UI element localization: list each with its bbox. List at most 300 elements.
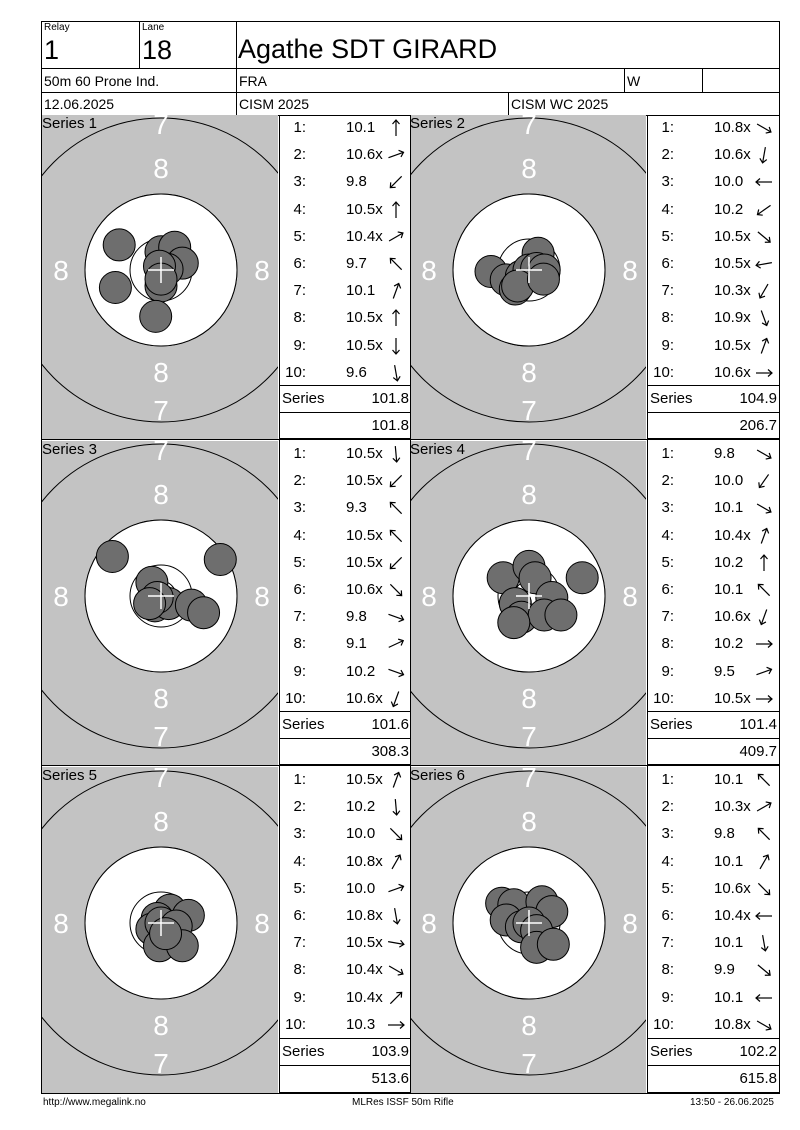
ring-number: 7 (521, 767, 537, 793)
target-6 (410, 767, 646, 1093)
direction-arrow-icon (386, 118, 406, 138)
shot-number: 8: (293, 309, 306, 327)
shot-hole (103, 229, 135, 261)
ring-number: 8 (521, 357, 537, 388)
direction-arrow-icon (754, 227, 774, 247)
shot-row (280, 333, 410, 359)
shot-score: 9.1 (346, 635, 367, 653)
direction-arrow-icon (754, 797, 774, 817)
shot-row (280, 849, 410, 875)
ring-number: 8 (153, 806, 169, 837)
shot-score: 10.1 (714, 988, 744, 1006)
shot-score: 10.2 (714, 635, 744, 653)
ring-number: 8 (153, 479, 169, 510)
cumulative-total: 101.8 (371, 417, 409, 434)
direction-arrow-icon (754, 1015, 774, 1035)
shot-score: 10.2 (714, 200, 744, 218)
shot-score: 10.5x (346, 309, 383, 327)
ring-number: 7 (153, 767, 169, 793)
shot-number: 3: (661, 173, 674, 191)
target-4 (410, 441, 646, 765)
direction-arrow-icon (386, 988, 406, 1008)
shot-row (648, 251, 778, 277)
shot-score: 10.5x (346, 336, 383, 354)
direction-arrow-icon (386, 145, 406, 165)
shot-number: 10: (653, 1015, 674, 1033)
shot-number: 2: (661, 146, 674, 164)
shot-row (648, 278, 778, 304)
shot-number: 7: (661, 608, 674, 626)
direction-arrow-icon (754, 281, 774, 301)
shot-row (648, 360, 778, 386)
shot-score: 10.9x (714, 309, 751, 327)
shot-row (648, 305, 778, 331)
shot-number: 10: (653, 363, 674, 381)
shot-number: 4: (661, 526, 674, 544)
shot-score: 9.8 (714, 825, 735, 843)
target-3 (42, 441, 278, 765)
shot-score: 10.5x (714, 255, 751, 272)
shot-number: 2: (293, 798, 306, 816)
direction-arrow-icon (386, 471, 406, 491)
shot-score: 10.3x (714, 282, 751, 300)
shot-score: 10.5x (346, 553, 383, 571)
shot-number: 9: (293, 662, 306, 680)
direction-arrow-icon (754, 200, 774, 220)
gender: W (627, 73, 641, 89)
right-border (779, 115, 780, 1093)
shot-number: 3: (661, 499, 674, 517)
championship: CISM WC 2025 (511, 96, 609, 112)
shot-hole (537, 928, 569, 960)
shot-number: 7: (293, 282, 306, 300)
shot-score: 10.5x (714, 336, 751, 354)
shot-number: 6: (661, 581, 674, 598)
ring-number: 7 (153, 115, 169, 140)
shot-row (280, 169, 410, 195)
shot-score: 10.5x (346, 472, 383, 490)
shot-number: 2: (661, 798, 674, 816)
direction-arrow-icon (386, 254, 406, 274)
shot-row (648, 957, 778, 983)
direction-arrow-icon (386, 770, 406, 790)
shot-score: 10.4x (346, 988, 383, 1006)
series-total: 104.9 (739, 390, 777, 407)
direction-arrow-icon (754, 254, 774, 274)
direction-arrow-icon (386, 444, 406, 464)
shot-number: 5: (661, 879, 674, 897)
ring-number: 7 (153, 395, 169, 426)
shot-row (648, 604, 778, 630)
direction-arrow-icon (754, 906, 774, 926)
cumulative-total: 615.8 (739, 1070, 777, 1087)
direction-arrow-icon (386, 227, 406, 247)
shot-score: 10.2 (346, 798, 376, 816)
shot-score: 9.8 (714, 445, 735, 462)
shot-score: 10.6x (714, 879, 751, 897)
shot-number: 4: (293, 200, 306, 218)
ring-number: 8 (421, 581, 437, 612)
shot-row (648, 876, 778, 902)
shot-list-6 (648, 767, 780, 1037)
shot-number: 3: (661, 825, 674, 843)
shot-number: 3: (293, 825, 306, 843)
shot-row (280, 686, 410, 712)
shot-score: 10.6x (714, 608, 751, 626)
shot-row (280, 278, 410, 304)
ring-number: 8 (153, 357, 169, 388)
direction-arrow-icon (754, 145, 774, 165)
shot-hole (188, 597, 220, 629)
shot-score: 10.1 (714, 771, 744, 788)
shot-number: 1: (293, 119, 306, 136)
shot-score: 10.8x (714, 119, 751, 136)
shot-score: 10.1 (714, 934, 744, 952)
shot-number: 1: (293, 445, 306, 462)
shot-number: 9: (661, 988, 674, 1006)
direction-arrow-icon (754, 933, 774, 953)
direction-arrow-icon (754, 308, 774, 328)
ring-number: 7 (153, 721, 169, 752)
direction-arrow-icon (386, 662, 406, 682)
shot-row (280, 985, 410, 1011)
shot-score: 10.5x (346, 445, 383, 462)
shot-row (280, 251, 410, 277)
shot-row (280, 550, 410, 576)
shot-number: 9: (293, 988, 306, 1006)
shot-list-5 (280, 767, 410, 1037)
shot-score: 10.6x (346, 689, 383, 707)
shot-number: 3: (293, 499, 306, 517)
shot-row (648, 441, 778, 467)
shot-list-1 (280, 115, 410, 385)
direction-arrow-icon (754, 879, 774, 899)
shot-row (280, 441, 410, 467)
direction-arrow-icon (754, 526, 774, 546)
shot-row (280, 903, 410, 929)
shot-row (648, 794, 778, 820)
shot-score: 10.1 (714, 581, 744, 598)
series-total-label: Series (282, 1043, 325, 1060)
shot-number: 9: (661, 336, 674, 354)
direction-arrow-icon (754, 634, 774, 654)
left-border (41, 115, 42, 1093)
direction-arrow-icon (386, 634, 406, 654)
shot-hole (99, 271, 131, 303)
shot-row (280, 659, 410, 685)
direction-arrow-icon (386, 526, 406, 546)
shot-score: 10.1 (346, 119, 376, 136)
shot-number: 5: (661, 553, 674, 571)
relay-value: 1 (44, 35, 60, 65)
ring-number: 7 (521, 441, 537, 466)
ring-number: 8 (254, 581, 270, 612)
shot-row (648, 849, 778, 875)
ring-number: 8 (521, 806, 537, 837)
shot-row (648, 550, 778, 576)
shot-row (648, 985, 778, 1011)
shot-row (648, 577, 778, 603)
ring-number: 8 (53, 908, 69, 939)
ring-number: 8 (53, 581, 69, 612)
cumulative-total: 409.7 (739, 743, 777, 760)
shot-row (648, 224, 778, 250)
shot-row (648, 115, 778, 141)
shot-row (648, 495, 778, 521)
shot-hole (566, 562, 598, 594)
series-total-label: Series (282, 390, 325, 407)
ring-number: 7 (153, 441, 169, 466)
direction-arrow-icon (754, 444, 774, 464)
shot-row (280, 115, 410, 141)
series-total: 103.9 (371, 1043, 409, 1060)
shot-row (280, 495, 410, 521)
shot-score: 10.8x (346, 852, 383, 870)
shot-score: 10.1 (714, 499, 744, 517)
ring-number: 7 (521, 721, 537, 752)
ring-number: 8 (153, 153, 169, 184)
shot-number: 1: (293, 771, 306, 788)
shot-number: 10: (285, 363, 306, 381)
series-total-label: Series (650, 1043, 693, 1060)
shot-score: 10.6x (346, 146, 383, 164)
shot-row (280, 305, 410, 331)
shot-number: 7: (293, 934, 306, 952)
shot-hole (545, 599, 577, 631)
shot-score: 9.9 (714, 961, 735, 979)
ring-number: 8 (521, 479, 537, 510)
shot-hole (140, 300, 172, 332)
direction-arrow-icon (754, 770, 774, 790)
relay-label: Relay (44, 22, 70, 33)
direction-arrow-icon (386, 363, 406, 383)
direction-arrow-icon (386, 308, 406, 328)
nation: FRA (239, 73, 267, 89)
shot-number: 10: (285, 1015, 306, 1033)
shot-number: 1: (661, 445, 674, 462)
direction-arrow-icon (386, 824, 406, 844)
lane-value: 18 (142, 35, 173, 65)
direction-arrow-icon (754, 689, 774, 709)
footer-url: http://www.megalink.no (43, 1097, 146, 1108)
ring-number: 7 (521, 1048, 537, 1079)
ring-number: 8 (521, 153, 537, 184)
shot-row (280, 767, 410, 793)
ring-number: 8 (254, 908, 270, 939)
direction-arrow-icon (754, 363, 774, 383)
shot-number: 10: (653, 689, 674, 707)
target-5 (42, 767, 278, 1093)
shot-row (280, 821, 410, 847)
shot-row (280, 631, 410, 657)
footer-system: MLRes ISSF 50m Rifle (352, 1097, 454, 1108)
shot-hole (96, 540, 128, 572)
shot-score: 10.2 (714, 553, 744, 571)
shot-score: 10.5x (346, 200, 383, 218)
shot-row (280, 523, 410, 549)
direction-arrow-icon (386, 553, 406, 573)
shot-score: 10.6x (714, 363, 751, 381)
shot-score: 10.4x (346, 227, 383, 245)
shot-number: 1: (661, 119, 674, 136)
series-label: Series 6 (410, 767, 466, 784)
shot-score: 10.8x (714, 1015, 751, 1033)
shot-number: 7: (661, 282, 674, 300)
direction-arrow-icon (754, 336, 774, 356)
direction-arrow-icon (754, 960, 774, 980)
shot-row (648, 468, 778, 494)
competition: CISM 2025 (239, 96, 310, 112)
shot-score: 10.3x (714, 798, 751, 816)
target-2 (410, 115, 646, 439)
shot-score: 9.8 (346, 608, 367, 626)
shot-number: 7: (293, 608, 306, 626)
shot-row (648, 659, 778, 685)
shot-score: 10.0 (714, 173, 744, 191)
ring-number: 7 (521, 115, 537, 140)
shot-row (280, 930, 410, 956)
shot-number: 4: (293, 526, 306, 544)
direction-arrow-icon (386, 689, 406, 709)
shot-score: 9.6 (346, 363, 367, 381)
shot-number: 8: (293, 635, 306, 653)
shot-number: 6: (293, 581, 306, 598)
shot-number: 2: (293, 472, 306, 490)
shot-list-3 (280, 441, 410, 711)
shot-score: 10.1 (714, 852, 744, 870)
shot-row (648, 686, 778, 712)
direction-arrow-icon (386, 172, 406, 192)
event-name: 50m 60 Prone Ind. (44, 73, 160, 89)
shot-score: 9.8 (346, 173, 367, 191)
shot-number: 9: (661, 662, 674, 680)
shot-number: 8: (293, 961, 306, 979)
ring-number: 8 (153, 683, 169, 714)
shot-score: 10.4x (714, 526, 751, 544)
shot-number: 5: (293, 879, 306, 897)
shot-row (648, 142, 778, 168)
shot-number: 8: (661, 309, 674, 327)
shot-hole (498, 607, 530, 639)
shot-row (280, 1012, 410, 1038)
direction-arrow-icon (386, 797, 406, 817)
direction-arrow-icon (754, 607, 774, 627)
shot-number: 4: (661, 200, 674, 218)
direction-arrow-icon (754, 662, 774, 682)
shot-number: 6: (293, 907, 306, 924)
shot-number: 8: (661, 635, 674, 653)
series-label: Series 1 (42, 115, 98, 132)
direction-arrow-icon (386, 498, 406, 518)
direction-arrow-icon (754, 852, 774, 872)
direction-arrow-icon (386, 933, 406, 953)
cumulative-total: 206.7 (739, 417, 777, 434)
shot-hole (527, 263, 559, 295)
shot-row (280, 794, 410, 820)
shot-score: 10.6x (714, 146, 751, 164)
ring-number: 8 (622, 255, 638, 286)
series-label: Series 5 (42, 767, 98, 784)
shot-row (648, 767, 778, 793)
ring-number: 8 (53, 255, 69, 286)
shooter-name: Agathe SDT GIRARD (238, 34, 498, 64)
shot-number: 2: (661, 472, 674, 490)
shot-score: 10.4x (346, 961, 383, 979)
ring-number: 8 (153, 1010, 169, 1041)
direction-arrow-icon (386, 336, 406, 356)
shot-row (280, 224, 410, 250)
series-label: Series 2 (410, 115, 466, 132)
shot-row (280, 142, 410, 168)
ring-number: 7 (153, 1048, 169, 1079)
shot-number: 1: (661, 771, 674, 788)
series-total: 102.2 (739, 1043, 777, 1060)
shot-number: 6: (293, 255, 306, 272)
shot-row (280, 604, 410, 630)
shot-number: 5: (293, 227, 306, 245)
shot-hole (204, 544, 236, 576)
shot-row (648, 1012, 778, 1038)
shot-score: 10.0 (346, 825, 376, 843)
shot-row (648, 930, 778, 956)
shot-number: 5: (293, 553, 306, 571)
shot-score: 10.2 (346, 662, 376, 680)
shot-score: 10.5x (346, 934, 383, 952)
direction-arrow-icon (386, 580, 406, 600)
series-label: Series 4 (410, 441, 466, 458)
shot-row (280, 197, 410, 223)
direction-arrow-icon (386, 879, 406, 899)
ring-number: 8 (521, 683, 537, 714)
shot-score: 10.4x (714, 907, 751, 924)
direction-arrow-icon (754, 580, 774, 600)
direction-arrow-icon (754, 118, 774, 138)
series-total-label: Series (282, 716, 325, 733)
shot-number: 9: (293, 336, 306, 354)
shot-number: 5: (661, 227, 674, 245)
shot-number: 4: (661, 852, 674, 870)
shot-row (648, 821, 778, 847)
ring-number: 7 (521, 395, 537, 426)
series-total-label: Series (650, 390, 693, 407)
direction-arrow-icon (386, 960, 406, 980)
direction-arrow-icon (754, 988, 774, 1008)
series-total: 101.4 (739, 716, 777, 733)
shot-score: 10.5x (346, 526, 383, 544)
direction-arrow-icon (754, 553, 774, 573)
series-total: 101.8 (371, 390, 409, 407)
shot-score: 10.6x (346, 581, 383, 598)
shot-row (648, 169, 778, 195)
shot-score: 9.3 (346, 499, 367, 517)
direction-arrow-icon (386, 281, 406, 301)
shot-number: 6: (661, 907, 674, 924)
shot-number: 10: (285, 689, 306, 707)
shot-row (648, 197, 778, 223)
shot-list-4 (648, 441, 780, 711)
direction-arrow-icon (754, 498, 774, 518)
direction-arrow-icon (386, 1015, 406, 1035)
shot-number: 4: (293, 852, 306, 870)
shot-score: 10.5x (346, 771, 383, 788)
shot-score: 10.8x (346, 907, 383, 924)
direction-arrow-icon (386, 852, 406, 872)
cumulative-total: 513.6 (371, 1070, 409, 1087)
ring-number: 8 (421, 908, 437, 939)
ring-number: 8 (622, 908, 638, 939)
shot-score: 9.5 (714, 662, 735, 680)
shot-number: 3: (293, 173, 306, 191)
